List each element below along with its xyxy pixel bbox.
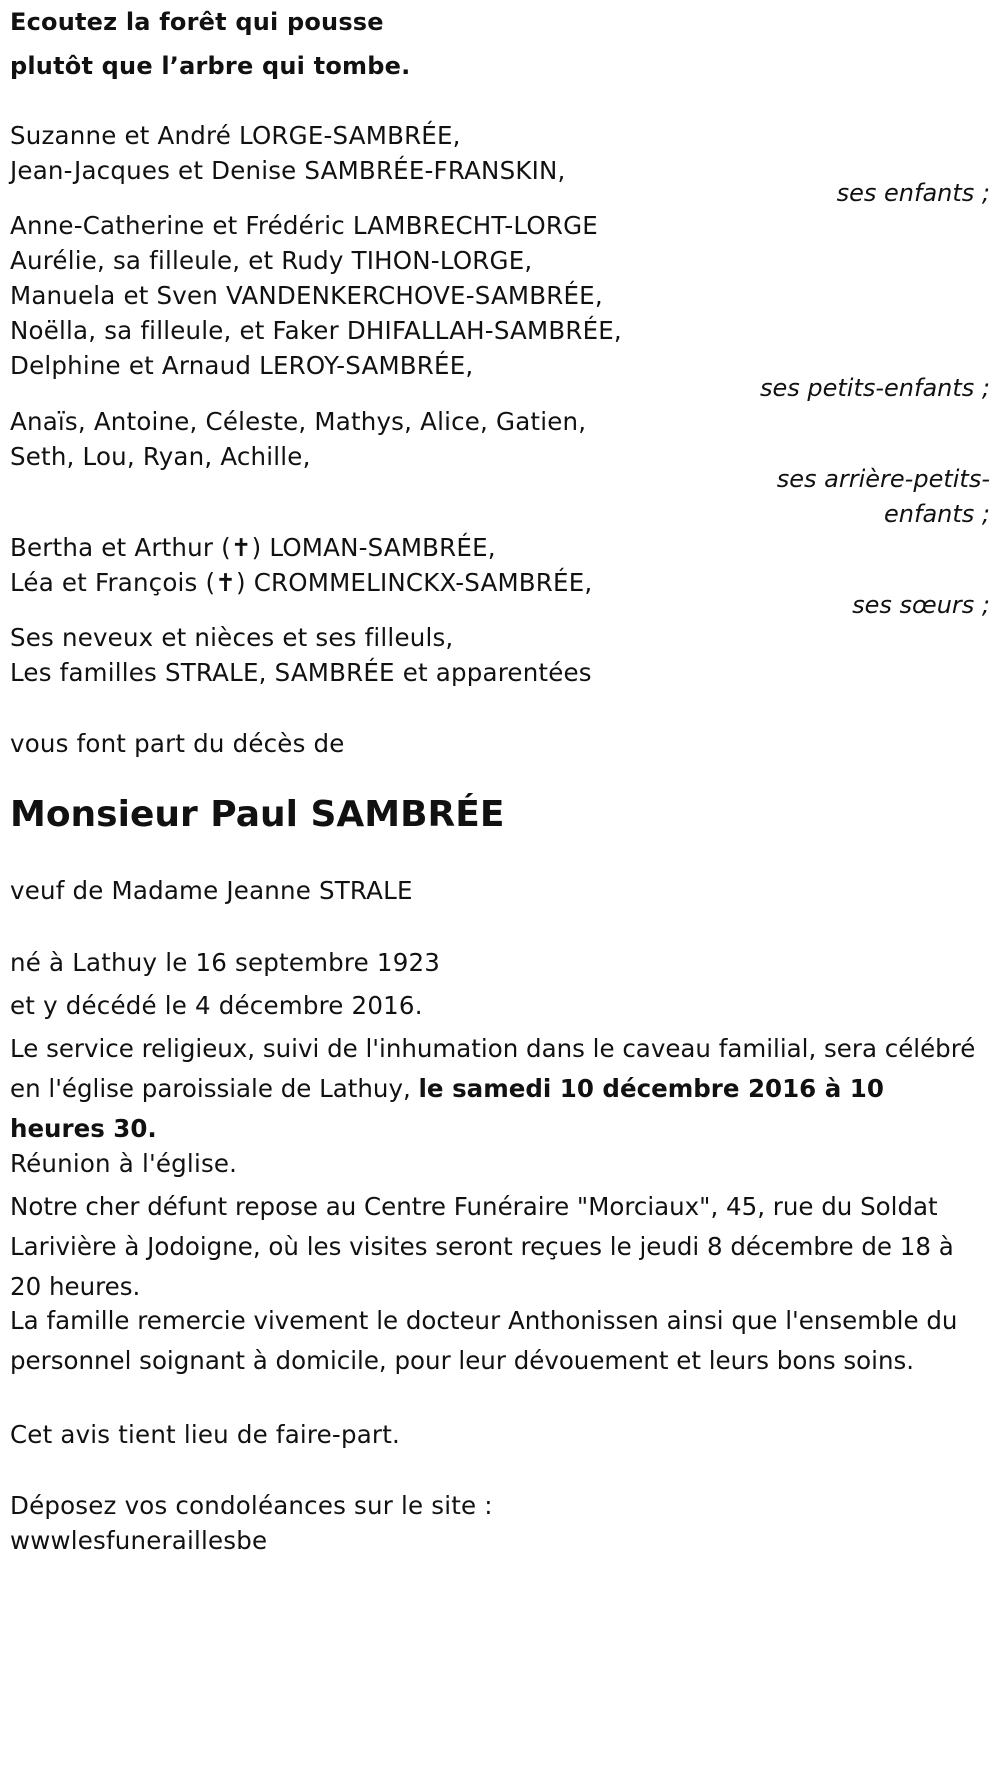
thanks-paragraph: La famille remercie vivement le docteur Anthonissen ainsi que l'ensemble du personnel soignant à domicile, pour leur dévouement et leurs bons soins. [10, 1306, 958, 1375]
grandchild-name: Delphine et Arnaud LEROY-SAMBRÉE, [10, 351, 474, 380]
repose-paragraph: Notre cher défunt repose au Centre Funéraire "Morciaux", 45, rue du Soldat Larivière à Jodoigne, où les visites seront reçues le jeudi 8 décembre de 18 à 20 heures. [10, 1192, 954, 1301]
grandchild-name: Noëlla, sa filleule, et Faker DHIFALLAH-SAMBRÉE, [10, 316, 622, 345]
service-date: le samedi 10 décembre 2016 à 10 heures 30. [10, 1074, 884, 1143]
grandchild-name: Aurélie, sa filleule, et Rudy TIHON-LORGE, [10, 246, 533, 275]
great-grandchildren-names: Seth, Lou, Ryan, Achille, [10, 442, 311, 471]
widower-of: veuf de Madame Jeanne STRALE [10, 876, 413, 905]
epigraph-line-1: Ecoutez la forêt qui pousse [10, 8, 384, 36]
announcement: vous font part du décès de [10, 729, 345, 758]
other-relatives: Les familles STRALE, SAMBRÉE et apparentées [10, 658, 592, 687]
deceased-name: Monsieur Paul SAMBRÉE [10, 794, 505, 835]
children-name: Suzanne et André LORGE-SAMBRÉE, [10, 121, 461, 150]
sister-name: Bertha et Arthur (✝) LOMAN-SAMBRÉE, [10, 533, 496, 562]
grandchild-name: Anne-Catherine et Frédéric LAMBRECHT-LORGE [10, 211, 598, 240]
birth-info: né à Lathuy le 16 septembre 1923 [10, 948, 441, 977]
condolences-text: Déposez vos condoléances sur le site : [10, 1491, 493, 1520]
sisters-relation: ses sœurs ; [852, 591, 990, 619]
obituary-notice [10, 0, 990, 1783]
service-text: Le service religieux, suivi de l'inhumation dans le caveau familial, sera célébré en l'église paroissiale de Lathuy, [10, 1034, 976, 1103]
great-grandchildren-relation-2: enfants ; [884, 500, 990, 528]
great-grandchildren-names: Anaïs, Antoine, Céleste, Mathys, Alice, Gatien, [10, 407, 587, 436]
great-grandchildren-relation-1: ses arrière-petits- [776, 465, 990, 493]
grandchildren-relation: ses petits-enfants ; [759, 374, 990, 402]
service-paragraph [10, 1029, 985, 1149]
epigraph-line-2: plutôt que l’arbre qui tombe. [10, 52, 411, 80]
sister-name: Léa et François (✝) CROMMELINCKX-SAMBRÉE, [10, 568, 593, 597]
other-relatives: Ses neveux et nièces et ses filleuls, [10, 623, 454, 652]
death-info: et y décédé le 4 décembre 2016. [10, 991, 423, 1020]
children-name: Jean-Jacques et Denise SAMBRÉE-FRANSKIN, [10, 156, 566, 185]
meeting-info: Réunion à l'église. [10, 1149, 238, 1178]
notice-text: Cet avis tient lieu de faire-part. [10, 1420, 400, 1449]
condolences-url[interactable]: wwwlesfuneraillesbe [10, 1526, 268, 1555]
grandchild-name: Manuela et Sven VANDENKERCHOVE-SAMBRÉE, [10, 281, 603, 310]
children-relation: ses enfants ; [836, 179, 990, 207]
